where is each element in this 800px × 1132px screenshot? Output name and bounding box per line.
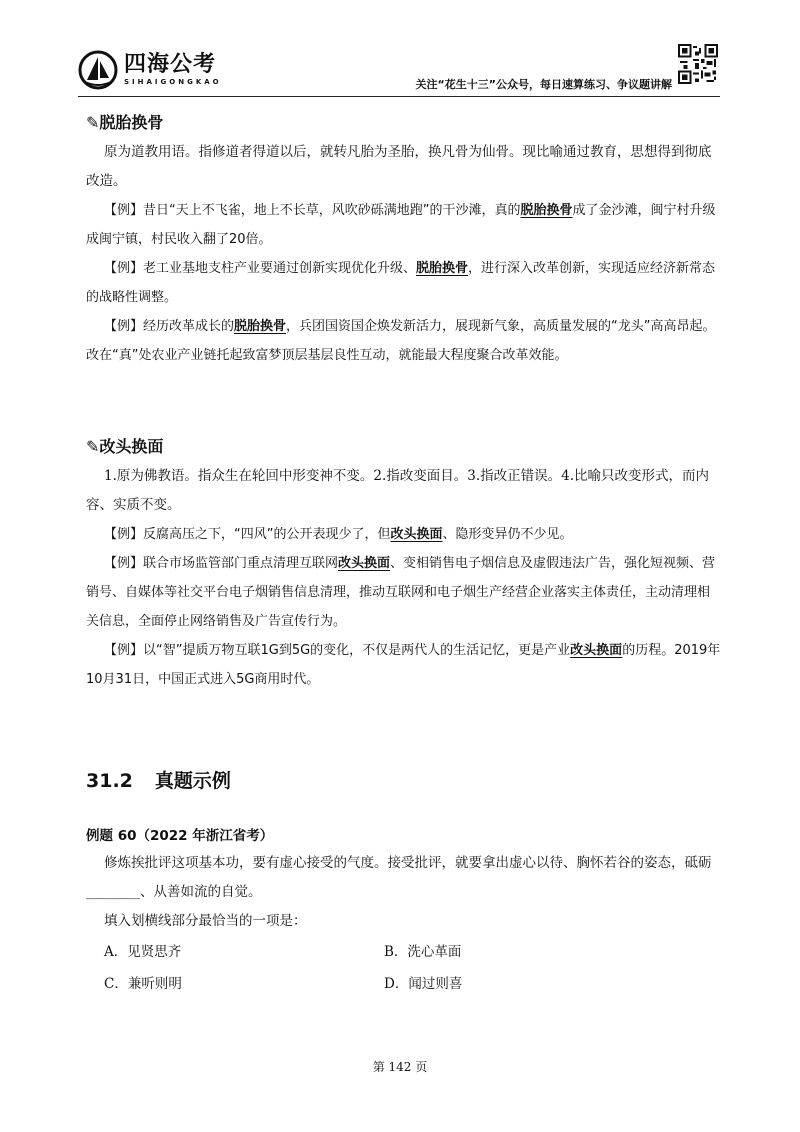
example-sentence: 【例】联合市场监管部门重点清理互联网改头换面、变相销售电子烟信息及虚假违法广告，强化短视频、营销号、自媒体等社交平台电子烟销售信息清理，推动互联网和电子烟生产经营企业落实主体责任，主动清理相关信息，全面停止网络销售及广告宣传行为。 bbox=[86, 556, 716, 629]
sailboat-logo-icon bbox=[78, 50, 118, 90]
example-sentence: 【例】昔日“天上不飞雀，地上不长草，风吹砂砾满地跑”的干沙滩，真的脱胎换骨成了金沙滩，闽宁村升级成闽宁镇，村民收入翻了20倍。 bbox=[86, 203, 716, 247]
header-note: 关注“花生十三”公众号，每日速算练习、争议题讲解 bbox=[415, 78, 672, 91]
logo-chinese-name: 四海公考 bbox=[124, 52, 217, 77]
term-block bbox=[86, 108, 722, 370]
term-block bbox=[86, 432, 722, 694]
example-sentence: 【例】老工业基地支柱产业要通过创新实现优化升级、脱胎换骨，进行深入改革创新，实现适应经济新常态的战略性调整。 bbox=[86, 261, 716, 305]
term-title: ✎脱胎换骨 bbox=[86, 113, 164, 132]
section-number: 31.2 bbox=[86, 770, 133, 792]
idiom-highlight: 脱胎换骨 bbox=[234, 319, 287, 334]
term-definition: 1.原为佛教语。指众生在轮回中形变神不变。2.指改变面目。3.指改正错误。4.比喻只改变形式，而内容、实质不变。 bbox=[86, 468, 710, 513]
page-content bbox=[86, 108, 722, 1000]
option-b: B．洗心革面 bbox=[384, 944, 462, 960]
page-header bbox=[78, 44, 718, 102]
section-title: 真题示例 bbox=[154, 770, 231, 792]
term-definition: 原为道教用语。指修道者得道以后，就转凡胎为圣胎，换凡骨为仙骨。现比喻通过教育，思想得到彻底改造。 bbox=[86, 144, 712, 189]
example-sentence: 【例】反腐高压之下，“四风”的公开表现少了，但改头换面、隐形变异仍不少见。 bbox=[104, 527, 573, 542]
option-a: A．见贤思齐 bbox=[104, 944, 182, 960]
logo-english-name: SIHAIGONGKAO bbox=[124, 78, 222, 86]
idiom-highlight: 改头换面 bbox=[570, 643, 623, 658]
qr-code-icon bbox=[678, 44, 718, 84]
question-stem: 修炼挨批评这项基本功，要有虚心接受的气度。接受批评，就要拿出虚心以待、胸怀若谷的姿态，砥砺________、从善如流的自觉。 bbox=[86, 855, 712, 900]
option-c: C．兼听则明 bbox=[104, 976, 182, 992]
idiom-highlight: 改头换面 bbox=[390, 527, 443, 542]
question-prompt: 填入划横线部分最恰当的一项是： bbox=[104, 913, 307, 929]
option-d: D．闻过则喜 bbox=[384, 976, 463, 992]
brand-logo bbox=[78, 46, 222, 94]
example-sentence: 【例】以“智”提质万物互联1G到5G的变化，不仅是两代人的生活记忆，更是产业改头换面的历程。2019年10月31日，中国正式进入5G商用时代。 bbox=[86, 643, 721, 687]
idiom-highlight: 改头换面 bbox=[338, 556, 391, 571]
example-sentence: 【例】经历改革成长的脱胎换骨，兵团国资国企焕发新活力，展现新气象，高质量发展的“龙头”高高昂起。改在“真”处农业产业链托起致富梦顶层基层良性互动，就能最大程度聚合改革效能。 bbox=[86, 319, 716, 363]
section-heading bbox=[86, 766, 722, 793]
header-divider bbox=[78, 96, 720, 97]
page-number: 第 142 页 bbox=[372, 1060, 428, 1074]
answer-options bbox=[104, 936, 722, 1000]
idiom-highlight: 脱胎换骨 bbox=[416, 261, 469, 276]
idiom-highlight: 脱胎换骨 bbox=[520, 203, 573, 218]
term-title: ✎改头换面 bbox=[86, 437, 164, 456]
question-title: 例题 60（2022 年浙江省考） bbox=[86, 828, 274, 844]
question-block bbox=[86, 823, 722, 1000]
